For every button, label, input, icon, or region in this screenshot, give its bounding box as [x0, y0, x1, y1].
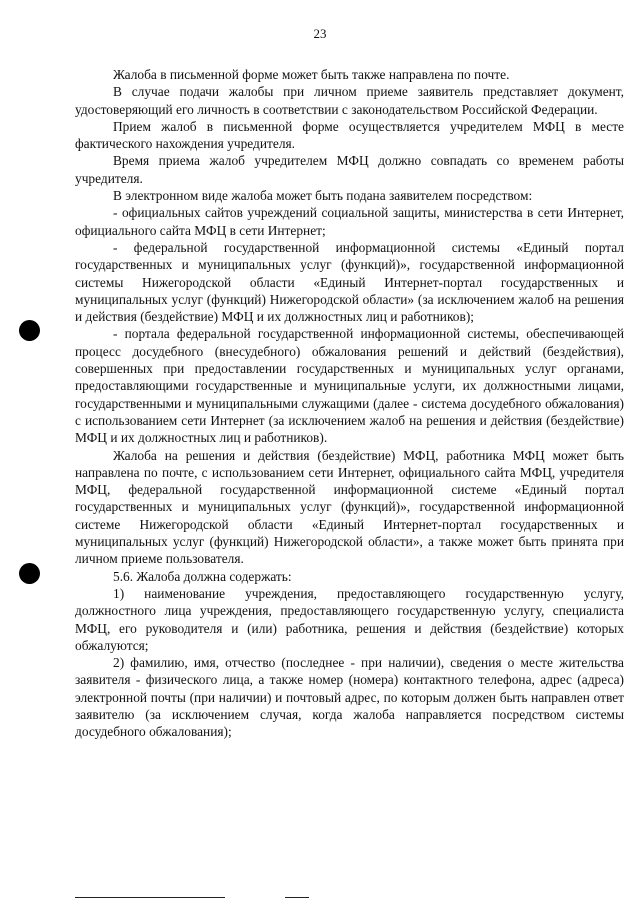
- document-body: [75, 66, 624, 741]
- paragraph: - официальных сайтов учреждений социальной защиты, министерства в сети Интернет, официального сайта МФЦ в сети Интернет;: [75, 205, 624, 238]
- paragraph: 2) фамилию, имя, отчество (последнее - при наличии), сведения о месте жительства заявителя - физического лица, а также номер (номера) контактного телефона, адрес (адреса) электронной почты (при наличии) и почтовый адрес, по которым должен быть направлен ответ заявителю (за исключением случая, когда жалоба направляется посредством системы досудебного обжалования);: [75, 655, 624, 740]
- page-number: 23: [313, 26, 327, 41]
- paragraph: В случае подачи жалобы при личном приеме заявитель представляет документ, удостоверяющий его личность в соответствии с законодательством Российской Федерации.: [75, 84, 624, 117]
- paragraph: Жалоба на решения и действия (бездействие) МФЦ, работника МФЦ может быть направлена по почте, с использованием сети Интернет, официального сайта МФЦ, учредителя МФЦ, федеральной государственной информационной системе «Единый портал государственных и муниципальных услуг (функций)», государственной информационной системе Нижегородской области «Единый Интернет-портал государственных и муниципальных услуг (функций) Нижегородской области», а также может быть принята при личном приеме пользователя.: [75, 447, 624, 567]
- punch-hole-mark: [19, 563, 40, 584]
- paragraph: Время приема жалоб учредителем МФЦ должно совпадать со временем работы учредителя.: [75, 153, 624, 186]
- paragraph: - федеральной государственной информационной системы «Единый портал государственных и муниципальных услуг (функций)», государственной информационной системы Нижегородской области «Единый Интернет-портал государственных и муниципальных услуг (функций) Нижегородской области» (за исключением жалоб на решения и действия (бездействие) МФЦ и их должностных лиц и работников);: [75, 239, 624, 325]
- footer-rule: [75, 897, 225, 898]
- punch-hole-mark: [19, 320, 40, 341]
- paragraph: Прием жалоб в письменной форме осуществляется учредителем МФЦ в месте фактического нахождения учредителя.: [75, 118, 624, 152]
- paragraph: - портала федеральной государственной информационной системы, обеспечивающей процесс досудебного (внесудебного) обжалования решений и действий (бездействия), совершенных при предоставлении государственных и муниципальных услуг органами, предоставляющими государственные и муниципальные услуги, их должностными лицами, государственными и муниципальными служащими (далее - система досудебного обжалования) с использованием сети Интернет (за исключением жалоб на решения и действия (бездействие) МФЦ и их должностных лиц и работников).: [75, 326, 624, 446]
- paragraph: 1) наименование учреждения, предоставляющего государственную услугу, должностного лица учреждения, предоставляющего государственную услугу, специалиста МФЦ, его руководителя и (или) работника, решения и действия (бездействие) которых обжалуются;: [75, 585, 624, 653]
- paragraph: Жалоба в письменной форме может быть также направлена по почте.: [113, 67, 510, 82]
- footer-rule: [285, 897, 309, 898]
- paragraph: 5.6. Жалоба должна содержать:: [113, 568, 292, 584]
- paragraph: В электронном виде жалоба может быть подана заявителем посредством:: [113, 188, 533, 204]
